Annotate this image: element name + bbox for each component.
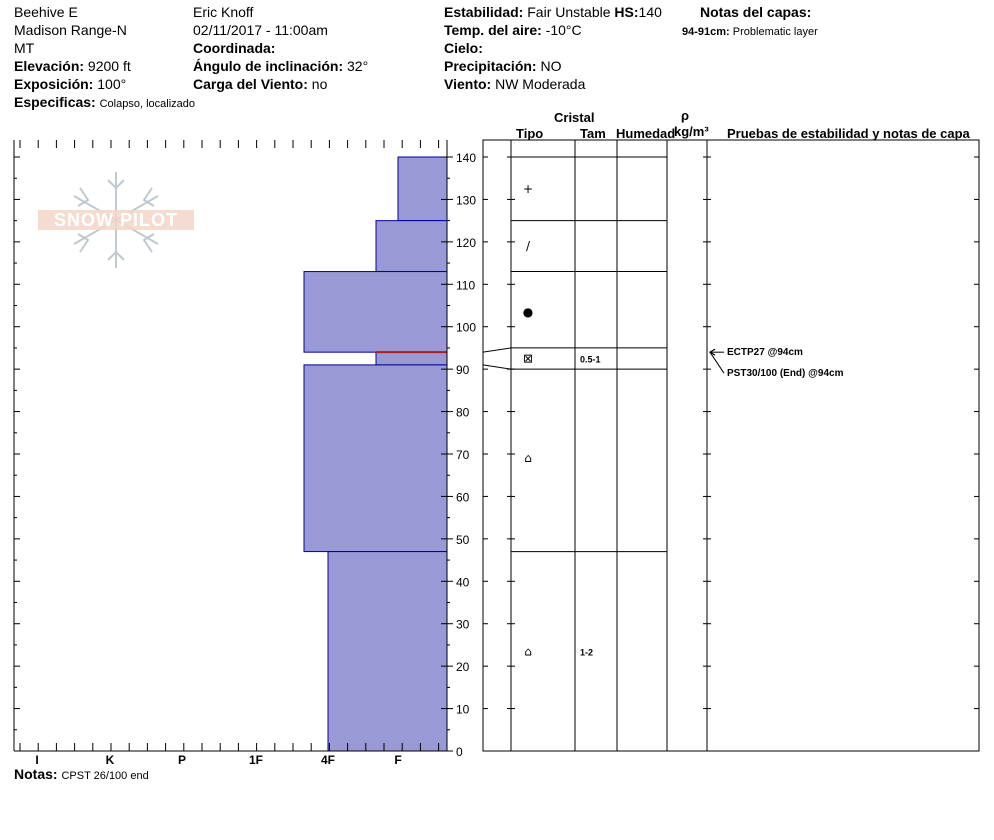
aspect-value: 100° bbox=[97, 76, 127, 92]
size-header: Tam bbox=[580, 126, 606, 141]
grain-type-1: / bbox=[525, 239, 531, 254]
hardness-bar-5 bbox=[328, 552, 447, 751]
height-label-60: 60 bbox=[456, 490, 470, 505]
datetime: 02/11/2017 - 11:00am bbox=[193, 22, 328, 38]
elevation-label: Elevación: bbox=[14, 58, 85, 74]
layer-note-text: Problematic layer bbox=[732, 26, 818, 38]
height-label-50: 50 bbox=[456, 532, 470, 547]
wind-value: NW Moderada bbox=[495, 76, 586, 92]
state: MT bbox=[14, 40, 35, 56]
layer-table-frame bbox=[483, 140, 979, 751]
hardness-bar-2 bbox=[304, 272, 447, 353]
moisture-header: Humedad bbox=[616, 126, 676, 141]
height-label-10: 10 bbox=[456, 702, 470, 717]
wind-load-label: Carga del Viento: bbox=[193, 76, 308, 92]
grain-type-4: ⌂ bbox=[524, 451, 532, 466]
aspect-label: Exposición: bbox=[14, 76, 94, 92]
notes-label: Notas: bbox=[14, 766, 58, 782]
height-label-0: 0 bbox=[456, 745, 463, 759]
precip-label: Precipitación: bbox=[444, 58, 537, 74]
wind-label: Viento: bbox=[444, 76, 492, 92]
hardness-label-P: P bbox=[177, 753, 187, 767]
test-label-0: ECTP27 @94cm bbox=[727, 347, 803, 359]
grain-size-3: 0.5-1 bbox=[580, 354, 601, 365]
test-leader-1 bbox=[710, 352, 724, 373]
air-temp-label: Temp. del aire: bbox=[444, 22, 542, 38]
grain-type-2: ● bbox=[522, 304, 534, 319]
range: Madison Range-N bbox=[14, 22, 127, 38]
hardness-bar-3 bbox=[376, 352, 447, 365]
height-label-70: 70 bbox=[456, 448, 470, 462]
coordinate-label: Coordinada: bbox=[193, 40, 276, 56]
height-label-30: 30 bbox=[456, 617, 470, 632]
layer-note-depth: 94-91cm: bbox=[682, 26, 730, 38]
logo-text: SNOW PILOT bbox=[54, 210, 178, 230]
slope-label: Ángulo de inclinación: bbox=[193, 58, 344, 74]
height-label-140: 140 bbox=[456, 151, 477, 165]
precip-value: NO bbox=[540, 58, 562, 74]
test-label-1: PST30/100 (End) @94cm bbox=[727, 368, 844, 380]
slope-value: 32° bbox=[347, 58, 369, 74]
height-label-90: 90 bbox=[456, 363, 470, 378]
hardness-label-1F: 1F bbox=[248, 753, 264, 767]
wind-load-value: no bbox=[311, 76, 328, 92]
grain-type-3: ⊠ bbox=[522, 351, 534, 366]
hardness-bar-1 bbox=[376, 221, 447, 272]
specifics-label: Especificas: bbox=[14, 94, 96, 110]
location: Beehive E bbox=[14, 4, 78, 20]
specifics-value: Colapso, localizado bbox=[99, 98, 195, 110]
elevation-value: 9200 ft bbox=[87, 58, 131, 74]
tests-header: Pruebas de estabilidad y notas de capa bbox=[727, 126, 970, 141]
stability-label: Estabilidad: bbox=[444, 4, 524, 20]
hs-label: HS: bbox=[614, 4, 639, 20]
observer: Eric Knoff bbox=[193, 4, 254, 20]
density-symbol: ρ bbox=[681, 108, 690, 123]
height-label-100: 100 bbox=[456, 320, 477, 335]
height-label-40: 40 bbox=[456, 575, 470, 590]
hardness-label-F: F bbox=[394, 753, 402, 767]
grain-type-5: ⌂ bbox=[524, 644, 532, 659]
height-label-80: 80 bbox=[456, 405, 470, 420]
stability-value: Fair Unstable bbox=[527, 4, 611, 20]
type-header: Tipo bbox=[516, 126, 544, 141]
height-label-130: 130 bbox=[456, 193, 477, 208]
crystal-header: Cristal bbox=[554, 110, 595, 125]
grain-size-5: 1-2 bbox=[580, 647, 594, 658]
height-label-20: 20 bbox=[456, 660, 470, 675]
hardness-label-K: K bbox=[105, 753, 115, 767]
hardness-bar-4 bbox=[304, 365, 447, 552]
hardness-bar-0 bbox=[398, 157, 447, 221]
hardness-label-I: I bbox=[35, 753, 39, 767]
notes-value: CPST 26/100 end bbox=[61, 770, 149, 782]
grain-type-0: + bbox=[522, 181, 534, 196]
hardness-label-4F: 4F bbox=[320, 753, 336, 767]
sky-label: Cielo: bbox=[444, 40, 483, 56]
height-label-110: 110 bbox=[456, 278, 476, 293]
air-temp-value: -10°C bbox=[545, 22, 582, 38]
density-unit: kg/m³ bbox=[674, 124, 709, 139]
hs-value: 140 bbox=[638, 4, 662, 20]
layer-notes-label: Notas del capas: bbox=[700, 4, 812, 20]
height-label-120: 120 bbox=[456, 235, 477, 250]
